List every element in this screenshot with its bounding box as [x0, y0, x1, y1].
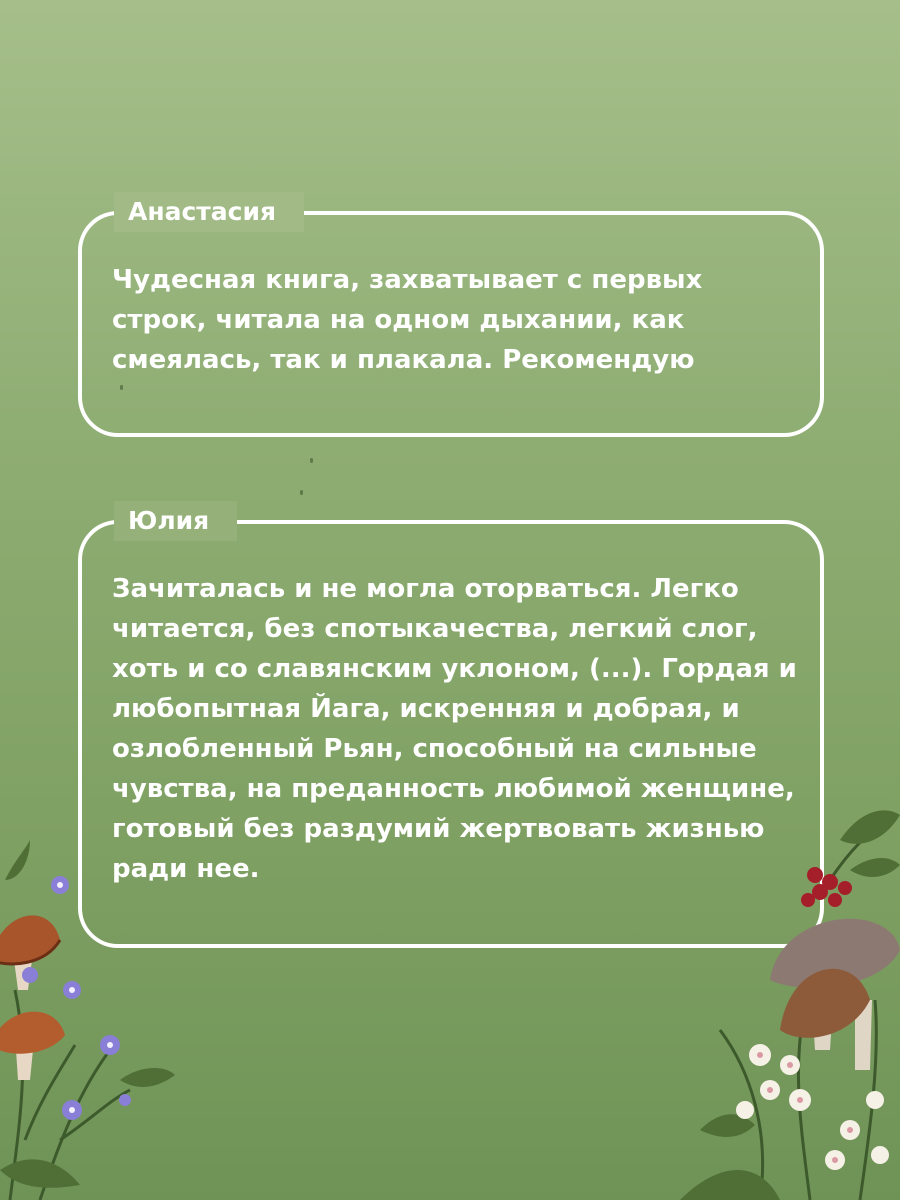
review-card: [78, 197, 824, 437]
reviewer-name: Анастасия: [114, 192, 304, 232]
review-text: Чудесная книга, захватывает с первых строк, читала на одном дыхании, как смеялась, так и плакала. Рекомендую: [112, 265, 703, 375]
review-text: Зачиталась и не могла оторваться. Легко читается, без спотыкачества, легкий слог, хоть и со славянским уклоном, (...). Гордая и любопытная Йага, искренняя и добрая, и озлобленный Рьян, способный на сильные чувства, на преданность любимой женщине, готовый без раздумий жертвовать жизнью ради нее.: [112, 574, 797, 884]
mushroom-berries-flowers-right: [660, 800, 900, 1200]
reviewer-name: Юлия: [114, 501, 237, 541]
speck: [310, 458, 313, 463]
speck: [300, 490, 303, 495]
mushroom-flowers-left: [0, 840, 180, 1200]
